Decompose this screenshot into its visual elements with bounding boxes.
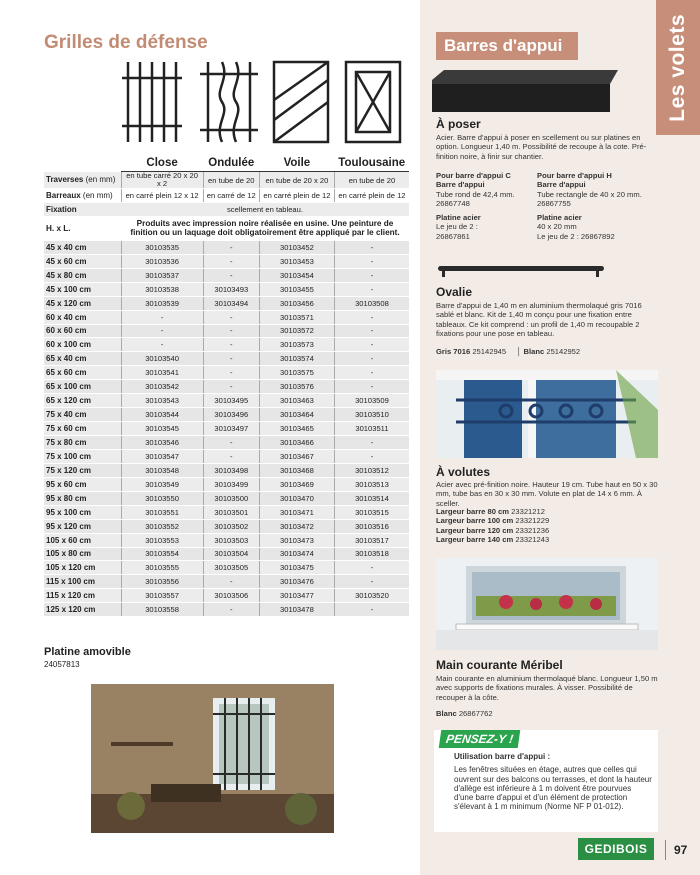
aposer-h-dim: 40 x 20 mm [537, 222, 577, 232]
meribel-title: Main courante Méribel [436, 658, 563, 672]
row-size: 60 x 40 cm [44, 310, 121, 324]
row-ref: 30103456 [259, 296, 334, 310]
row-ref: 30103552 [121, 519, 203, 533]
row-size: 45 x 100 cm [44, 282, 121, 296]
aposer-title: À poser [436, 117, 481, 131]
volutes-item-label: Largeur barre 140 cm [436, 534, 514, 544]
row-ref: 30103504 [203, 547, 259, 561]
meribel-blanc-label: Blanc [436, 709, 457, 718]
row-ref: 30103464 [259, 408, 334, 422]
pensez-text: Les fenêtres situées en étage, autres que celles qui ouvrent sur des balcons ou terrasses, et dont la hauteur d'allège est inférieure à 1 m doivent être pourvues d'une barre d'appui et d'un élément de protection s'élevant à 1 m minimum (Norme NF P 01-012). [454, 765, 652, 812]
fixation-label: Fixation [44, 202, 121, 216]
ovalie-blanc-label: Blanc [523, 347, 545, 356]
aposer-c-sub: Barre d'appui [436, 180, 485, 190]
row-ref: 30103506 [203, 589, 259, 603]
meribel-blanc-ref: 26867762 [458, 709, 493, 718]
row-ref: - [203, 575, 259, 589]
row-ref: 30103520 [334, 589, 409, 603]
ovalie-gris-label: Gris 7016 [436, 347, 471, 356]
row-ref: 30103468 [259, 463, 334, 477]
row-ref: 30103467 [259, 449, 334, 463]
traverses-label: Traverses (en mm) [44, 172, 121, 189]
interior-photo [91, 684, 334, 833]
table-row [44, 380, 409, 394]
row-ref: - [334, 268, 409, 282]
row-ref: 30103503 [203, 533, 259, 547]
row-ref: 30103536 [121, 254, 203, 268]
row-ref: 30103510 [334, 408, 409, 422]
row-size: 75 x 100 cm [44, 449, 121, 463]
table-row [44, 491, 409, 505]
row-ref: 30103471 [259, 505, 334, 519]
aposer-c-jeu: Le jeu de 2 : [436, 222, 478, 232]
row-ref: 30103545 [121, 422, 203, 436]
barreaux-toulousaine: en carré plein de 12 [334, 189, 409, 203]
row-ref: - [334, 282, 409, 296]
row-ref: 30103500 [203, 491, 259, 505]
aposer-c-block [436, 171, 536, 241]
volutes-item-ref: 23321212 [511, 507, 545, 516]
traverses-voile: en tube de 20 x 20 [259, 172, 334, 189]
row-ref: 30103476 [259, 575, 334, 589]
fixation-value: scellement en tableau. [121, 202, 409, 216]
row-ref: - [334, 240, 409, 254]
row-ref: 30103544 [121, 408, 203, 422]
row-ref: 30103576 [259, 380, 334, 394]
aposer-c-ref: 26867748 [436, 198, 470, 208]
row-ref: 30103508 [334, 296, 409, 310]
row-ref: 30103475 [259, 561, 334, 575]
row-ref: - [334, 561, 409, 575]
aposer-h-title: Pour barre d'appui H [537, 171, 612, 180]
aposer-h-sub: Barre d'appui [537, 180, 586, 190]
row-ref: - [203, 324, 259, 338]
row-ref: 30103493 [203, 282, 259, 296]
section-title-barres: Barres d'appui [436, 32, 578, 60]
platine-ref: 24057813 [44, 660, 80, 669]
row-ref: 30103501 [203, 505, 259, 519]
row-ref: 30103516 [334, 519, 409, 533]
traverses-ondulee: en tube de 20 [203, 172, 259, 189]
volutes-item-label: Largeur barre 100 cm [436, 516, 514, 526]
row-ref: 30103517 [334, 533, 409, 547]
row-ref: 30103553 [121, 533, 203, 547]
row-ref: 30103452 [259, 240, 334, 254]
row-ref: - [203, 338, 259, 352]
row-ref: 30103547 [121, 449, 203, 463]
row-size: 45 x 80 cm [44, 268, 121, 282]
row-ref: 30103495 [203, 394, 259, 408]
volutes-item-label: Largeur barre 120 cm [436, 525, 514, 535]
row-ref: 30103575 [259, 366, 334, 380]
row-ref: 30103573 [259, 338, 334, 352]
aposer-c-jeu-ref: 26867861 [436, 231, 470, 241]
ovalie-desc: Barre d'appui de 1,40 m en aluminium thermolaqué gris 7016 sablé et blanc. Kit de 1,40 m conçu pour une fixation entre tableaux. Ce kit comprend : un profil de 1,40 m recoupable 2 fixations pour une pose en tableau. [436, 301, 642, 338]
table-row [44, 422, 409, 436]
table-row [44, 505, 409, 519]
row-ref: 30103535 [121, 240, 203, 254]
row-ref: - [121, 310, 203, 324]
barreaux-ondulee: en carré de 12 [203, 189, 259, 203]
row-ref: 30103498 [203, 463, 259, 477]
row-ref: 30103496 [203, 408, 259, 422]
row-ref: 30103512 [334, 463, 409, 477]
row-ref: 30103554 [121, 547, 203, 561]
row-ref: 30103550 [121, 491, 203, 505]
row-ref: 30103478 [259, 603, 334, 617]
ovalie-gris-ref: 25142945 [472, 347, 507, 356]
barre-aposer-image [432, 70, 618, 112]
row-size: 115 x 120 cm [44, 589, 121, 603]
aposer-h-ref: 26867755 [537, 198, 571, 208]
volutes-item-label: Largeur barre 80 cm [436, 507, 510, 516]
row-size: 105 x 60 cm [44, 533, 121, 547]
row-ref: - [334, 352, 409, 366]
row-ref: - [203, 254, 259, 268]
volutes-desc: Acier avec pré-finition noire. Hauteur 19 cm. Tube haut en 50 x 30 mm, tube bas en 30 x 30 mm. Volute en plat de 14 x 6 mm. À sceller. [436, 480, 658, 508]
row-ref: 30103505 [203, 561, 259, 575]
row-ref: - [203, 352, 259, 366]
platine-title: Platine amovible [44, 646, 131, 658]
row-ref: 30103572 [259, 324, 334, 338]
brand-logo: GEDIBOIS [578, 838, 654, 860]
table-row [44, 547, 409, 561]
row-ref: - [334, 254, 409, 268]
table-row [44, 477, 409, 491]
section-title-grilles: Grilles de défense [44, 32, 208, 53]
row-size: 75 x 80 cm [44, 436, 121, 450]
table-row [44, 463, 409, 477]
row-ref: - [121, 338, 203, 352]
chapter-tab [656, 0, 700, 135]
volutes-item [436, 507, 658, 516]
row-ref: 30103551 [121, 505, 203, 519]
row-ref: 30103558 [121, 603, 203, 617]
row-ref: 30103469 [259, 477, 334, 491]
row-ref: - [334, 575, 409, 589]
aposer-c-desc: Tube rond de 42,4 mm. [436, 189, 515, 199]
row-ref: 30103537 [121, 268, 203, 282]
row-ref: 30103454 [259, 268, 334, 282]
aposer-desc: Acier. Barre d'appui à poser en scellement ou sur platines en option. Longueur 1,40 m. Possibilité de recoupe à la cote. Pré-finition noire, à finir sur chantier. [436, 133, 647, 161]
row-ref: 30103470 [259, 491, 334, 505]
row-size: 115 x 100 cm [44, 575, 121, 589]
aposer-h-jeu: Le jeu de 2 : 26867892 [537, 231, 615, 241]
row-ref: 30103518 [334, 547, 409, 561]
table-row [44, 436, 409, 450]
row-size: 65 x 120 cm [44, 394, 121, 408]
row-ref: 30103542 [121, 380, 203, 394]
volutes-item [436, 526, 658, 535]
row-ref: - [203, 603, 259, 617]
table-row [44, 366, 409, 380]
row-size: 95 x 60 cm [44, 477, 121, 491]
barreaux-voile: en carré plein de 12 [259, 189, 334, 203]
table-row [44, 352, 409, 366]
row-ref: 30103472 [259, 519, 334, 533]
volutes-item [436, 535, 658, 544]
table-rows [44, 240, 409, 616]
row-size: 75 x 60 cm [44, 422, 121, 436]
volutes-list [436, 507, 658, 544]
row-size: 95 x 100 cm [44, 505, 121, 519]
row-size: 45 x 60 cm [44, 254, 121, 268]
aposer-h-block [537, 171, 657, 241]
row-ref: 30103502 [203, 519, 259, 533]
row-ref: 30103557 [121, 589, 203, 603]
row-size: 45 x 120 cm [44, 296, 121, 310]
col-header-toulousaine: Toulousaine [334, 157, 409, 172]
ovalie-refs: Gris 7016 25142945 │ Blanc 25142952 [436, 347, 581, 356]
interior-photo-art [91, 684, 334, 833]
col-header-voile: Voile [259, 157, 334, 172]
row-ref: 30103509 [334, 394, 409, 408]
row-ref: 30103571 [259, 310, 334, 324]
row-ref: 30103539 [121, 296, 203, 310]
row-ref: - [203, 366, 259, 380]
row-ref: 30103555 [121, 561, 203, 575]
volutes-photo [436, 370, 658, 458]
table-row [44, 449, 409, 463]
traverses-close: en tube carré 20 x 20 x 2 [121, 172, 203, 189]
row-ref: 30103497 [203, 422, 259, 436]
meribel-photo [436, 558, 658, 650]
table-row [44, 575, 409, 589]
row-ref: - [334, 436, 409, 450]
volutes-item-ref: 23321243 [515, 534, 550, 544]
table-row [44, 338, 409, 352]
table-row [44, 561, 409, 575]
row-ref: 30103514 [334, 491, 409, 505]
row-ref: - [203, 380, 259, 394]
row-ref: - [334, 310, 409, 324]
row-size: 75 x 120 cm [44, 463, 121, 477]
volutes-item-ref: 23321236 [515, 525, 550, 535]
table-corner [44, 157, 121, 172]
row-ref: 30103549 [121, 477, 203, 491]
row-ref: 30103466 [259, 436, 334, 450]
row-ref: - [334, 338, 409, 352]
volutes-item [436, 516, 658, 525]
row-ref: 30103541 [121, 366, 203, 380]
table-row [44, 519, 409, 533]
row-size: 45 x 40 cm [44, 240, 121, 254]
row-ref: - [203, 268, 259, 282]
row-size: 65 x 60 cm [44, 366, 121, 380]
row-ref: 30103515 [334, 505, 409, 519]
row-ref: - [334, 380, 409, 394]
row-ref: 30103543 [121, 394, 203, 408]
row-size: 125 x 120 cm [44, 603, 121, 617]
table-row [44, 394, 409, 408]
row-ref: 30103474 [259, 547, 334, 561]
row-ref: 30103473 [259, 533, 334, 547]
row-ref: 30103574 [259, 352, 334, 366]
table-row [44, 533, 409, 547]
aposer-c-plat: Platine acier [436, 213, 481, 223]
table-row [44, 324, 409, 338]
row-ref: 30103513 [334, 477, 409, 491]
row-ref: 30103546 [121, 436, 203, 450]
aposer-h-desc: Tube rectangle de 40 x 20 mm. [537, 189, 642, 199]
row-ref: - [334, 449, 409, 463]
aposer-c-title: Pour barre d'appui C [436, 171, 511, 180]
aposer-h-plat: Platine acier [537, 213, 582, 223]
page-number: 97 [665, 840, 687, 860]
barre-ovalie-image [436, 262, 606, 278]
row-ref: - [203, 240, 259, 254]
row-ref: 30103548 [121, 463, 203, 477]
row-ref: - [334, 603, 409, 617]
row-ref: - [203, 449, 259, 463]
row-size: 105 x 80 cm [44, 547, 121, 561]
row-ref: 30103538 [121, 282, 203, 296]
row-size: 95 x 120 cm [44, 519, 121, 533]
row-ref: - [203, 436, 259, 450]
row-size: 60 x 100 cm [44, 338, 121, 352]
pensez-title: Utilisation barre d'appui : [454, 752, 551, 761]
table-row [44, 310, 409, 324]
volutes-item-ref: 23321229 [515, 516, 550, 526]
traverses-toulousaine: en tube de 20 [334, 172, 409, 189]
row-ref: - [334, 324, 409, 338]
chapter-tab-label: Les volets [666, 13, 689, 122]
row-size: 75 x 40 cm [44, 408, 121, 422]
table-row [44, 254, 409, 268]
barreaux-label: Barreaux (en mm) [44, 189, 121, 203]
row-ref: - [121, 324, 203, 338]
ovalie-blanc-ref: 25142952 [546, 347, 581, 356]
hxl-note: Produits avec impression noire réalisée en usine. Une peinture de finition ou un laquage doit obligatoirement être appliqué par le client. [121, 216, 409, 240]
col-header-ondulee: Ondulée [203, 157, 259, 172]
grilles-illustration [122, 60, 408, 152]
meribel-ref [436, 709, 493, 718]
grilles-table [44, 157, 409, 617]
row-size: 105 x 120 cm [44, 561, 121, 575]
row-ref: 30103499 [203, 477, 259, 491]
row-ref: 30103465 [259, 422, 334, 436]
row-ref: 30103477 [259, 589, 334, 603]
row-ref: 30103540 [121, 352, 203, 366]
row-ref: 30103455 [259, 282, 334, 296]
row-ref: 30103463 [259, 394, 334, 408]
meribel-desc: Main courante en aluminium thermolaqué blanc. Longueur 1,50 m avec supports de fixations murales. À visser. Possibilité de recouper à la côte. [436, 674, 658, 702]
row-size: 95 x 80 cm [44, 491, 121, 505]
row-ref: - [334, 366, 409, 380]
row-size: 65 x 40 cm [44, 352, 121, 366]
barreaux-close: en carré plein 12 x 12 [121, 189, 203, 203]
row-size: 60 x 60 cm [44, 324, 121, 338]
table-row [44, 408, 409, 422]
row-size: 65 x 100 cm [44, 380, 121, 394]
pensez-tag: PENSEZ-Y ! [439, 730, 521, 748]
ovalie-title: Ovalie [436, 285, 473, 299]
hxl-label: H. x L. [44, 216, 121, 240]
row-ref: 30103494 [203, 296, 259, 310]
row-ref: 30103556 [121, 575, 203, 589]
table-row [44, 589, 409, 603]
table-row [44, 282, 409, 296]
row-ref: 30103453 [259, 254, 334, 268]
row-ref: - [203, 310, 259, 324]
table-row [44, 268, 409, 282]
row-ref: 30103511 [334, 422, 409, 436]
table-row [44, 603, 409, 617]
table-row [44, 240, 409, 254]
pensez-content [454, 752, 652, 812]
volutes-title: À volutes [436, 465, 491, 479]
col-header-close: Close [121, 157, 203, 172]
table-row [44, 296, 409, 310]
